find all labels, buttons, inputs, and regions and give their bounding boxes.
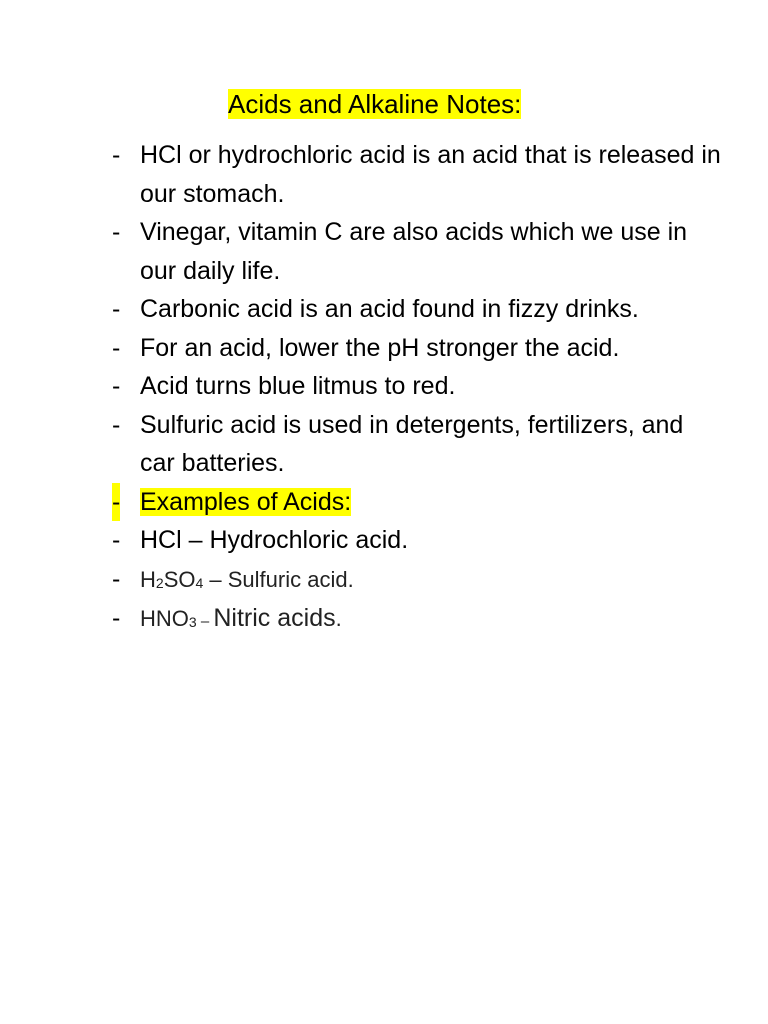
list-item: [112, 521, 722, 560]
list-item: [112, 136, 722, 213]
list-dash: -: [112, 526, 121, 554]
formula-subscript: 2: [155, 574, 164, 591]
list-item: [112, 406, 722, 483]
list-item-formula-sulfuric: [112, 560, 722, 600]
formula-nitric: [140, 606, 342, 631]
formula-dash: –: [196, 613, 214, 630]
list-item-examples-heading: [112, 483, 722, 522]
list-item: [112, 329, 722, 368]
list-item-formula-nitric: [112, 599, 722, 642]
list-item-text: Acid turns blue litmus to red.: [140, 372, 456, 400]
list-dash: -: [112, 564, 121, 593]
formula-subscript: 4: [195, 574, 204, 591]
list-dash: -: [112, 333, 121, 362]
formula-description: – Sulfuric acid.: [203, 566, 354, 592]
list-item-text: HCl or hydrochloric acid is an acid that is released in our stomach.: [140, 141, 721, 208]
formula-part: HNO: [140, 606, 189, 631]
list-item-text: HCl – Hydrochloric acid.: [140, 526, 409, 554]
formula-period: .: [335, 606, 342, 631]
notes-list: [112, 136, 722, 642]
list-dash: -: [112, 410, 121, 439]
title-highlight: Acids and Alkaline Notes:: [228, 89, 522, 119]
formula-part: H: [140, 566, 156, 592]
list-dash: -: [112, 372, 121, 400]
formula-sulfuric: [140, 567, 354, 592]
list-item-text: Vinegar, vitamin C are also acids which we use in our daily life.: [140, 218, 688, 285]
formula-part: SO: [163, 566, 196, 592]
list-item-text: Carbonic acid is an acid found in fizzy drinks.: [140, 295, 639, 323]
list-dash: -: [112, 483, 120, 522]
list-dash: -: [112, 295, 121, 323]
list-item: [112, 290, 722, 329]
list-item-text: Sulfuric acid is used in detergents, fertilizers, and car batteries.: [140, 410, 684, 477]
list-dash: -: [112, 141, 121, 169]
formula-description: Nitric acids: [213, 604, 336, 632]
list-dash: -: [112, 218, 121, 246]
list-dash: -: [112, 604, 121, 632]
list-item: [112, 367, 722, 406]
examples-heading-text: Examples of Acids:: [140, 487, 352, 516]
list-item-text: For an acid, lower the pH stronger the acid.: [140, 333, 620, 362]
page-title: [226, 86, 523, 122]
list-item: [112, 213, 722, 290]
formula-subscript: 3: [188, 614, 197, 630]
